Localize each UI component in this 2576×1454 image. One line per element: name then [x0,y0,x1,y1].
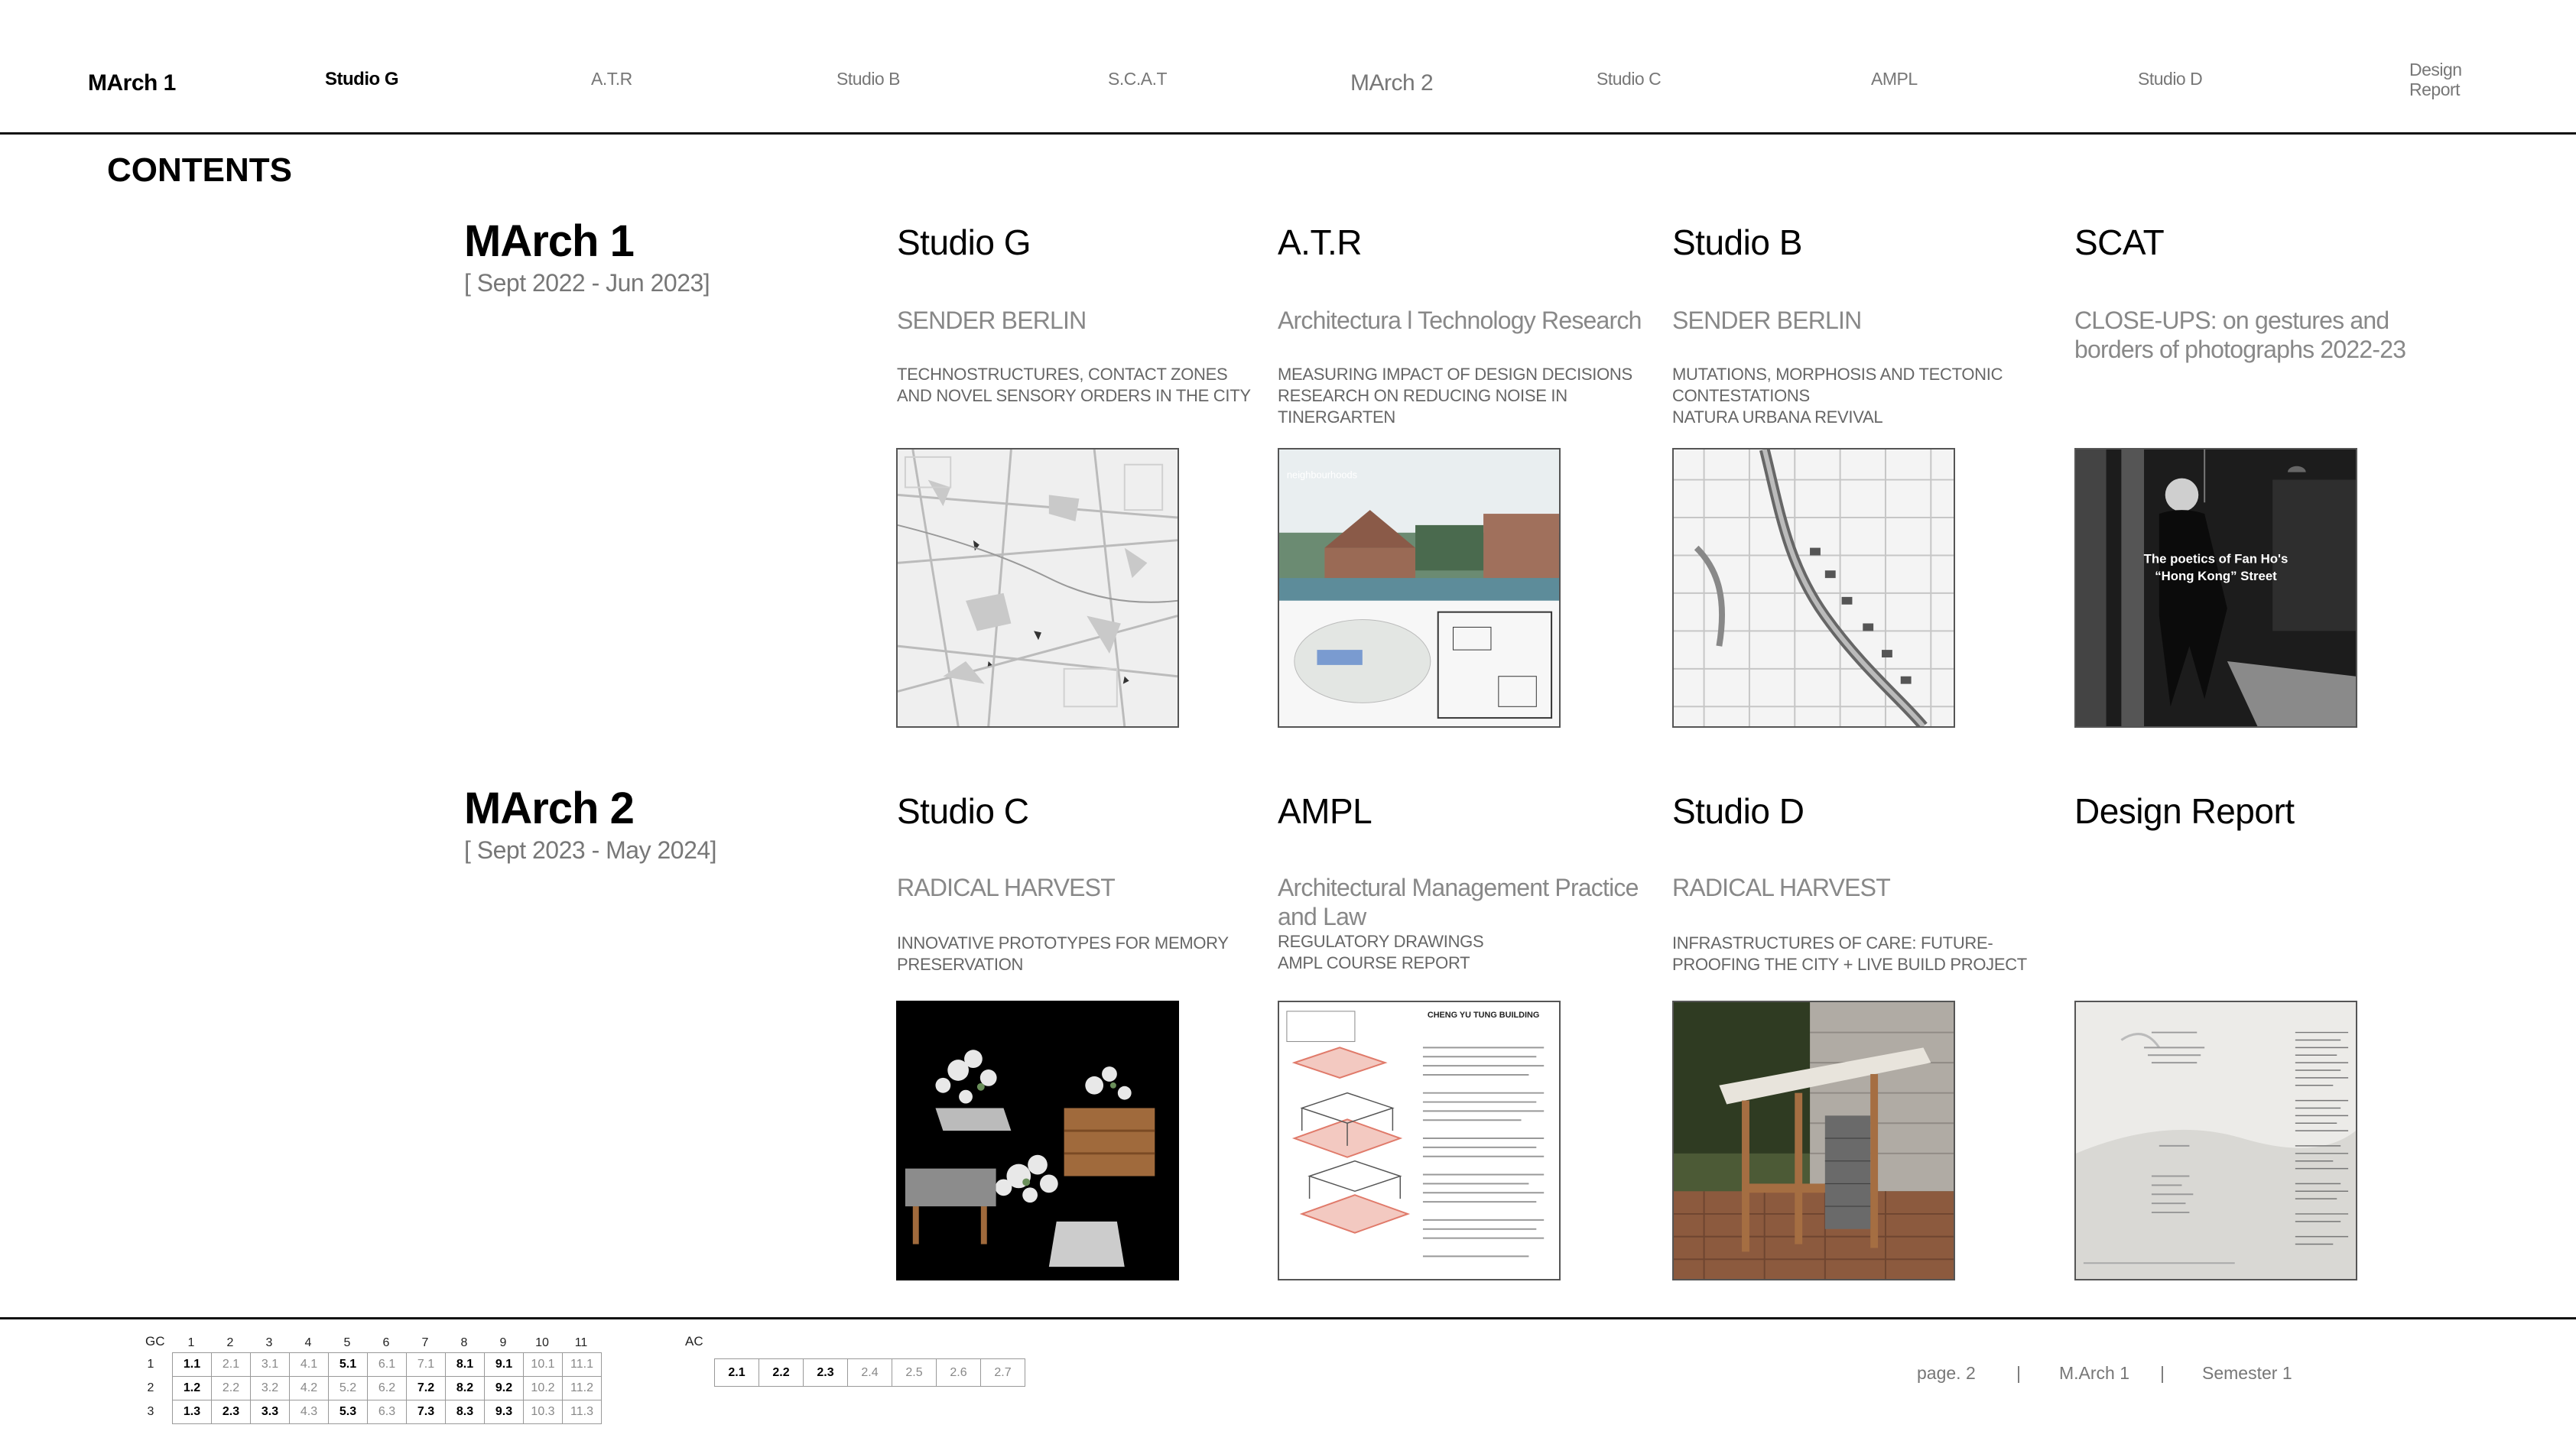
module-desc-studio-g [897,364,1256,407]
gc-column-header: 5 [343,1336,351,1349]
gc-grid-cell: 5.1 [329,1353,368,1377]
gc-column-header: 10 [535,1336,549,1349]
gc-column-header: 8 [460,1336,468,1349]
module-title-studio-c: Studio C [897,791,1029,831]
nav-atr[interactable]: A.T.R [591,69,632,89]
module-desc-ampl [1278,931,1637,974]
regulatory-drawing-image [1279,1002,1559,1279]
page-number: page. 2 [1917,1363,1976,1383]
memory-prototype-image [898,1002,1178,1279]
gc-grid-row [173,1353,602,1377]
module-desc-line: MUTATIONS, MORPHOSIS AND TECTONIC CONTESTATIONS [1672,365,2003,405]
footer-semester: Semester 1 [2202,1363,2292,1383]
nav-studio-d[interactable]: Studio D [2138,69,2203,89]
nav-studio-b[interactable]: Studio B [836,69,900,89]
scat-caption-line2: “Hong Kong” Street [2155,569,2277,584]
module-desc-studio-b [1672,364,2032,428]
gc-grid-cell: 11.1 [563,1353,602,1377]
gc-grid-cell: 11.2 [563,1377,602,1400]
module-subtitle-studio-d: RADICAL HARVEST [1672,874,1890,901]
gc-grid-cell: 7.1 [407,1353,446,1377]
gc-grid [172,1352,602,1424]
ac-grid-cell: 2.6 [937,1359,981,1387]
module-subtitle-ampl: Architectural Management Practice and Law [1278,874,1639,930]
footer-divider [0,1317,2576,1319]
module-title-studio-b: Studio B [1672,222,1802,262]
gc-column-header: 4 [304,1336,312,1349]
gc-grid-cell: 5.2 [329,1377,368,1400]
ac-label: AC [685,1334,703,1349]
gc-column-header: 3 [265,1336,273,1349]
gc-grid-cell: 6.2 [368,1377,407,1400]
module-subtitle-scat: CLOSE-UPS: on gestures and borders of photographs 2022-23 [2074,307,2406,363]
gc-grid-cell: 7.2 [407,1377,446,1400]
gc-grid-cell: 10.2 [524,1377,563,1400]
gc-grid-cell: 8.2 [446,1377,485,1400]
page-title: CONTENTS [107,151,292,189]
nav-march-2[interactable]: MArch 2 [1350,70,1434,96]
gc-grid-cell: 3.2 [251,1377,290,1400]
design-report-thumbnail[interactable] [2074,1001,2357,1280]
studio-d-thumbnail[interactable] [1672,1001,1955,1280]
gc-grid-cell: 2.2 [212,1377,251,1400]
nav-studio-g[interactable]: Studio G [325,69,398,89]
gc-grid-row [173,1400,602,1424]
module-desc-line: TECHNOSTRUCTURES, CONTACT ZONES AND NOVEL SENSORY ORDERS IN THE CITY [897,365,1251,405]
studio-b-thumbnail[interactable] [1672,448,1955,728]
gc-label: GC [145,1334,165,1349]
module-title-scat: SCAT [2074,222,2165,262]
gc-grid-cell: 7.3 [407,1400,446,1424]
studio-c-thumbnail[interactable] [896,1001,1179,1280]
module-title-studio-d: Studio D [1672,791,1804,831]
footer-separator: | [2016,1363,2021,1383]
ampl-thumbnail[interactable] [1278,1001,1561,1280]
gc-grid-cell: 4.3 [290,1400,329,1424]
gc-column-header: 1 [187,1336,195,1349]
ac-grid-cell: 2.1 [715,1359,759,1387]
nav-scat[interactable]: S.C.A.T [1108,69,1168,89]
gc-column-header: 9 [499,1336,507,1349]
scat-caption-line1: The poetics of Fan Ho's [2143,551,2289,566]
module-title-studio-g: Studio G [897,222,1031,262]
module-desc-line: AMPL COURSE REPORT [1278,953,1470,972]
gc-grid-cell: 10.3 [524,1400,563,1424]
gc-grid-cell: 9.2 [485,1377,524,1400]
module-title-atr: A.T.R [1278,222,1362,262]
scat-thumbnail[interactable] [2074,448,2357,728]
gc-grid-cell: 6.1 [368,1353,407,1377]
gc-row-header: 2 [147,1381,154,1394]
gc-grid-cell: 3.1 [251,1353,290,1377]
ac-grid-cell: 2.4 [848,1359,892,1387]
module-desc-studio-d [1672,933,2032,975]
gc-column-header: 11 [574,1336,588,1349]
atr-thumbnail[interactable] [1278,448,1561,728]
program-dates-march-1: [ Sept 2022 - Jun 2023] [464,269,710,297]
program-dates-march-2: [ Sept 2023 - May 2024] [464,836,717,864]
gc-column-header: 6 [382,1336,390,1349]
nav-march-1[interactable]: MArch 1 [88,70,176,96]
module-subtitle-atr: Architectura l Technology Research [1278,307,1642,334]
atr-image-caption: neighbourhoods [1286,469,1358,481]
gc-grid-cell: 9.1 [485,1353,524,1377]
gc-grid-cell: 8.3 [446,1400,485,1424]
live-build-photo-image [1674,1002,1954,1279]
gc-grid-cell: 9.3 [485,1400,524,1424]
ampl-image-caption: CHENG YU TUNG BUILDING [1427,1010,1540,1020]
design-report-image [2076,1002,2356,1279]
ac-grid-cell: 2.5 [892,1359,937,1387]
gc-row-header: 1 [147,1358,154,1371]
program-title-march-2: MArch 2 [464,784,634,833]
gc-grid-cell: 1.2 [173,1377,212,1400]
gc-row-header: 3 [147,1405,154,1418]
gc-grid-cell: 1.3 [173,1400,212,1424]
top-nav [0,0,2576,135]
atr-render-image [1279,450,1559,726]
module-desc-line: REGULATORY DRAWINGS [1278,932,1484,951]
gc-grid-cell: 6.3 [368,1400,407,1424]
gc-grid-cell: 5.3 [329,1400,368,1424]
gc-grid-row [173,1377,602,1400]
module-desc-atr [1278,364,1637,428]
gc-grid-cell: 8.1 [446,1353,485,1377]
module-desc-line: INNOVATIVE PROTOTYPES FOR MEMORY PRESERVATION [897,933,1229,974]
module-desc-line: INFRASTRUCTURES OF CARE: FUTURE-PROOFING THE CITY + LIVE BUILD PROJECT [1672,933,2027,974]
nav-design-report-line1: Design [2409,60,2462,80]
gc-grid-cell: 4.2 [290,1377,329,1400]
module-desc-studio-c [897,933,1256,975]
nav-design-report[interactable] [2409,60,2462,99]
program-title-march-1: MArch 1 [464,216,634,266]
module-title-ampl: AMPL [1278,791,1372,831]
studio-g-thumbnail[interactable] [896,448,1179,728]
module-subtitle-studio-b: SENDER BERLIN [1672,307,1862,334]
gc-grid-cell: 2.3 [212,1400,251,1424]
nav-design-report-line2: Report [2409,80,2461,99]
ac-grid-cell: 2.3 [804,1359,848,1387]
gc-grid-cell: 3.3 [251,1400,290,1424]
gc-column-header: 7 [421,1336,429,1349]
module-desc-line: NATURA URBANA REVIVAL [1672,407,1883,427]
gc-grid-cell: 11.3 [563,1400,602,1424]
gc-column-header: 2 [226,1336,234,1349]
module-desc-line: MEASURING IMPACT OF DESIGN DECISIONS RESEARCH ON REDUCING NOISE IN TINERGARTEN [1278,365,1632,427]
gc-grid-cell: 2.1 [212,1353,251,1377]
gc-grid-cell: 4.1 [290,1353,329,1377]
fan-ho-photo-image [2076,450,2356,726]
module-subtitle-studio-g: SENDER BERLIN [897,307,1087,334]
gc-grid-cell: 10.1 [524,1353,563,1377]
nav-ampl[interactable]: AMPL [1871,69,1918,89]
ac-grid-cell: 2.7 [981,1359,1025,1387]
berlin-map-image [898,450,1178,726]
nav-studio-c[interactable]: Studio C [1597,69,1662,89]
module-subtitle-studio-c: RADICAL HARVEST [897,874,1115,901]
urban-plan-image [1674,450,1954,726]
footer-separator: | [2160,1363,2165,1383]
footer-program: M.Arch 1 [2059,1363,2130,1383]
gc-grid-cell: 1.1 [173,1353,212,1377]
ac-grid-cell: 2.2 [759,1359,804,1387]
module-title-design-report: Design Report [2074,791,2295,831]
ac-grid [714,1358,1025,1387]
